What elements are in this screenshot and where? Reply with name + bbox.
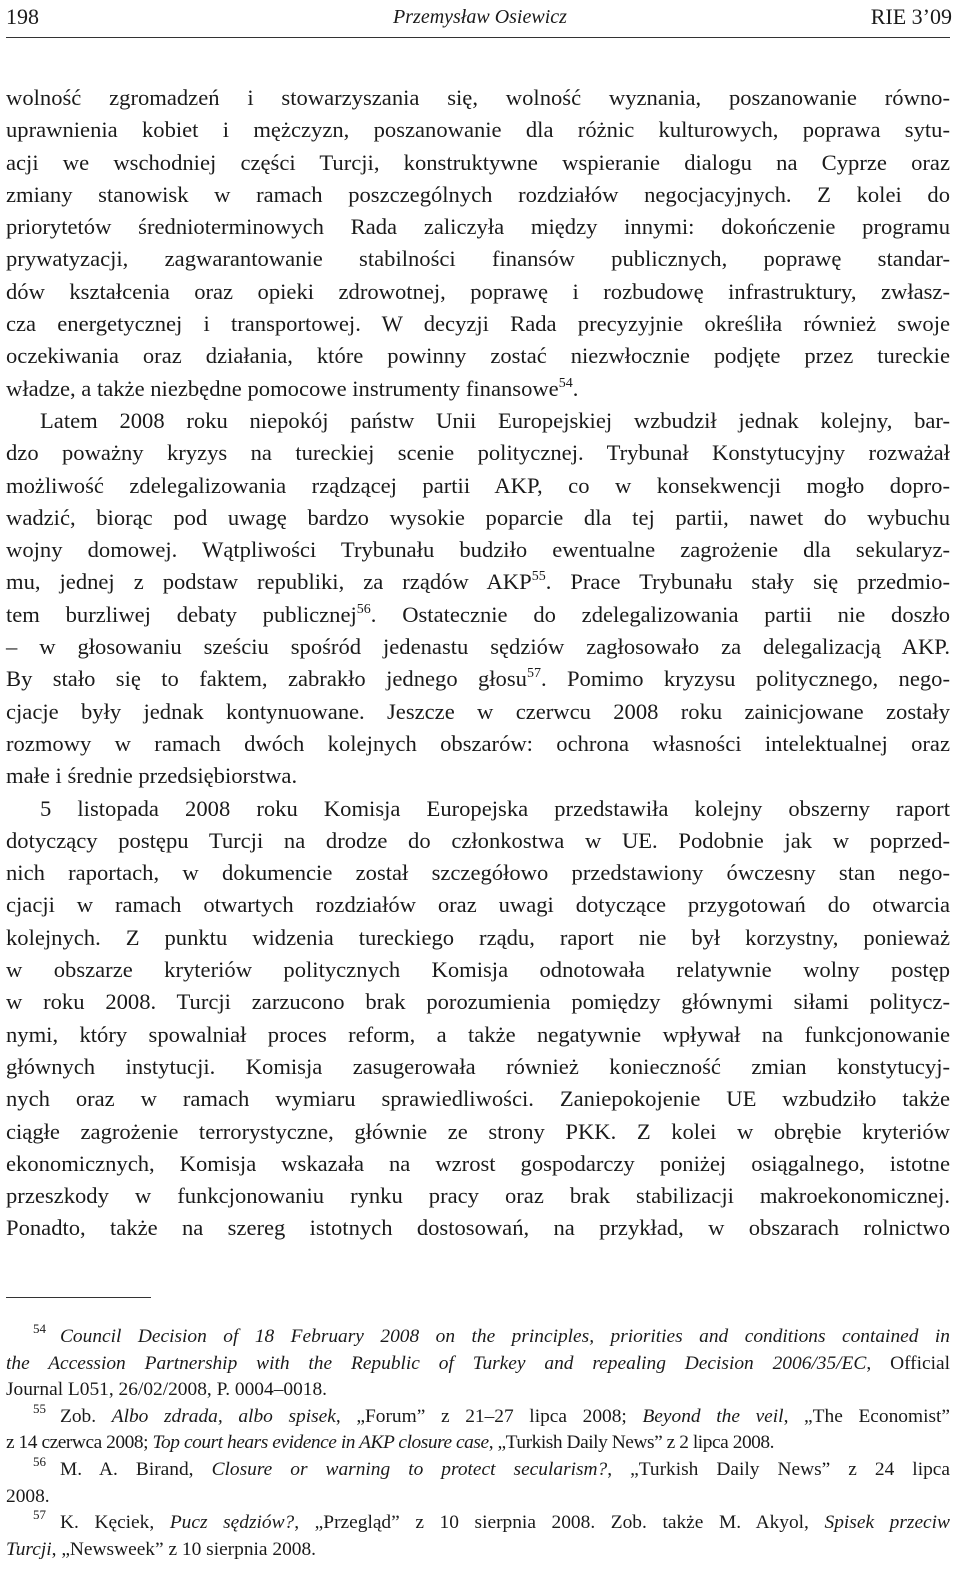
text-line: cjacji w ramach otwartych rozdziałów oraz uwagi dotyczące przygotowań do otwarcia [6,892,950,918]
text-line: dów kształcenia oraz opieki zdrowotnej, poprawę i rozbudowę infrastruktury, zwłasz- [6,278,950,304]
text-line: prywatyzacji, zagwarantowanie stabilności finansów publicznych, poprawę standar- [6,246,950,272]
text-line: Ponadto, także na szereg istotnych dostosowań, na przykład, w obszarach rolnictwo [6,1215,950,1241]
text-line: nych oraz w ramach wymiaru sprawiedliwości. Zaniepokojenie UE wzbudziło także [6,1086,950,1112]
footnote-number: 57 [33,1507,46,1523]
text-line: w roku 2008. Turcji zarzucono brak porozumienia pomiędzy głównymi siłami politycz- [6,989,950,1015]
page-number: 198 [6,4,39,29]
footnote-54-line: the Accession Partnership with the Republic of Turkey and repealing Decision 2006/35/EC, Official [6,1352,951,1374]
footnote-55-line: z 14 czerwca 2008; Top court hears evidence in AKP closure case, „Turkish Daily News” z 2 lipca 2008. [6,1432,775,1454]
footnote-number: 56 [33,1453,46,1469]
text-line: – w głosowaniu sześciu spośród jedenastu sędziów zagłosowało za delegalizacją AKP. [6,634,950,660]
text-line: acji we wschodniej części Turcji, konstruktywne wspieranie dialogu na Cyprze oraz [6,149,950,175]
header-rule [6,37,950,38]
text-line: wadzić, biorąc pod uwagę bardzo wysokie poparcie dla tej partii, nawet do wybuchu [6,504,950,530]
footnote-number: 55 [33,1400,46,1416]
footnote-55: $^{55}$ Zob. Albo zdrada, albo spisek, „Forum” z 21–27 lipca 2008; Beyond the veil, „The Economist” [33,1400,950,1427]
text-line: uprawnienia kobiet i mężczyzn, poszanowanie dla różnic kulturowych, poprawa sytu- [6,117,950,143]
footnote-ref[interactable]: 57 [526,666,541,682]
text-line: ciągłe zagrożenie terrorystyczne, głównie ze strony PKK. Z kolei w obrębie kryteriów [6,1118,950,1144]
text-line: nich raportach, w dokumencie został szczegółowo przedstawiony ówczesny stan nego- [6,860,950,886]
footnote-ref[interactable]: 56 [356,601,371,617]
footnote-56: $^{56}$ M. A. Birand, Closure or warning to protect secularism?, „Turkish Daily News” z 24 lipca [33,1453,950,1480]
footnote-54-line: Journal L051, 26/02/2008, P. 0004–0018. [6,1379,328,1401]
footnote-ref[interactable]: 55 [531,569,546,585]
text-line: cjacje były jednak kontynuowane. Jeszcze w czerwcu 2008 roku zainicjowane zostały [6,698,950,724]
text-line: dzo poważny kryzys na tureckiej scenie politycznej. Trybunał Konstytucyjny rozważał [6,440,950,466]
text-line: 5 listopada 2008 roku Komisja Europejska przedstawiła kolejny obszerny raport [40,795,950,821]
footnote-54: $^{54}$ Council Decision of 18 February 2008 on the principles, priorities and conditions contained in [33,1321,950,1347]
text-line: rozmowy w ramach dwóch kolejnych obszarów: ochrona własności intelektualnej oraz [6,730,950,756]
text-line: cza energetycznej i transportowej. W decyzji Rada precyzyjnie określiła również swoje [6,311,950,337]
footnotes [6,1321,951,1563]
text-line: dotyczący postępu Turcji na drodze do członkostwa w UE. Podobnie jak w poprzed- [6,827,950,853]
text-line: ekonomicznych, Komisja wskazała na wzrost gospodarczy poniżej osiągalnego, istotne [6,1150,950,1176]
text-line: władze, a także niezbędne pomocowe instrumenty finansowe$^{54}$. [6,375,579,401]
footnote-56-line: 2008. [6,1485,50,1507]
running-header [0,0,960,38]
text-line: tem burzliwej debaty publicznej$^{56}$. Ostatecznie do zdelegalizowania partii nie doszło [6,601,951,627]
running-author: Przemysław Osiewicz [393,6,567,28]
text-line: kolejnych. Z punktu widzenia tureckiego rządu, raport nie był korzystny, ponieważ [6,924,950,950]
text-line: priorytetów średnioterminowych Rada zaliczyła między innymi: dokończenie programu [6,214,950,240]
footnote-number: 54 [33,1321,46,1336]
text-line: By stało się to faktem, zabrakło jednego głosu$^{57}$. Pomimo kryzysu politycznego, nego- [6,666,950,692]
body-text [6,82,950,1245]
text-line: wolność zgromadzeń i stowarzyszania się, wolność wyznania, poszanowanie równo- [6,85,950,110]
text-line: mu, jednej z podstaw republiki, za rządów AKP$^{55}$. Prace Trybunału stały się przedmio- [6,569,950,595]
text-line: małe i średnie przedsiębiorstwa. [6,763,298,789]
footnote-ref[interactable]: 54 [558,375,573,391]
footnote-separator [6,1297,151,1298]
text-line: w obszarze kryteriów politycznych Komisja odnotowała relatywnie wolny postęp [6,957,950,983]
text-line: Latem 2008 roku niepokój państw Unii Europejskiej wzbudził jednak kolejny, bar- [40,407,950,433]
journal-issue: RIE 3’09 [870,4,952,29]
text-line: nymi, który spowalniał proces reform, a także negatywnie wpływał na funkcjonowanie [6,1021,950,1047]
text-line: przeszkody w funkcjonowaniu rynku pracy oraz brak stabilizacji makroekonomicznej. [6,1183,950,1209]
text-line: oczekiwania oraz działania, które powinny zostać niezwłocznie podjęte przez tureckie [6,343,950,369]
text-line: głównych instytucji. Komisja zasugerowała również konieczność zmian konstytucyj- [6,1053,950,1079]
footnote-57: $^{57}$ K. Kęciek, Pucz sędziów?, „Przegląd” z 10 sierpnia 2008. Zob. także M. Akyol, Spisek przeciw [33,1507,950,1534]
footnote-57-line: Turcji, „Newsweek” z 10 sierpnia 2008. [6,1538,317,1560]
text-line: wojny domowej. Wątpliwości Trybunału budziło ewentualne zagrożenie dla sekularyz- [6,537,950,563]
text-line: zmiany stanowisk w ramach poszczególnych rozdziałów negocjacyjnych. Z kolei do [6,181,950,207]
text-line: możliwość zdelegalizowania rządzącej partii AKP, co w konsekwencji mogło dopro- [6,472,950,498]
